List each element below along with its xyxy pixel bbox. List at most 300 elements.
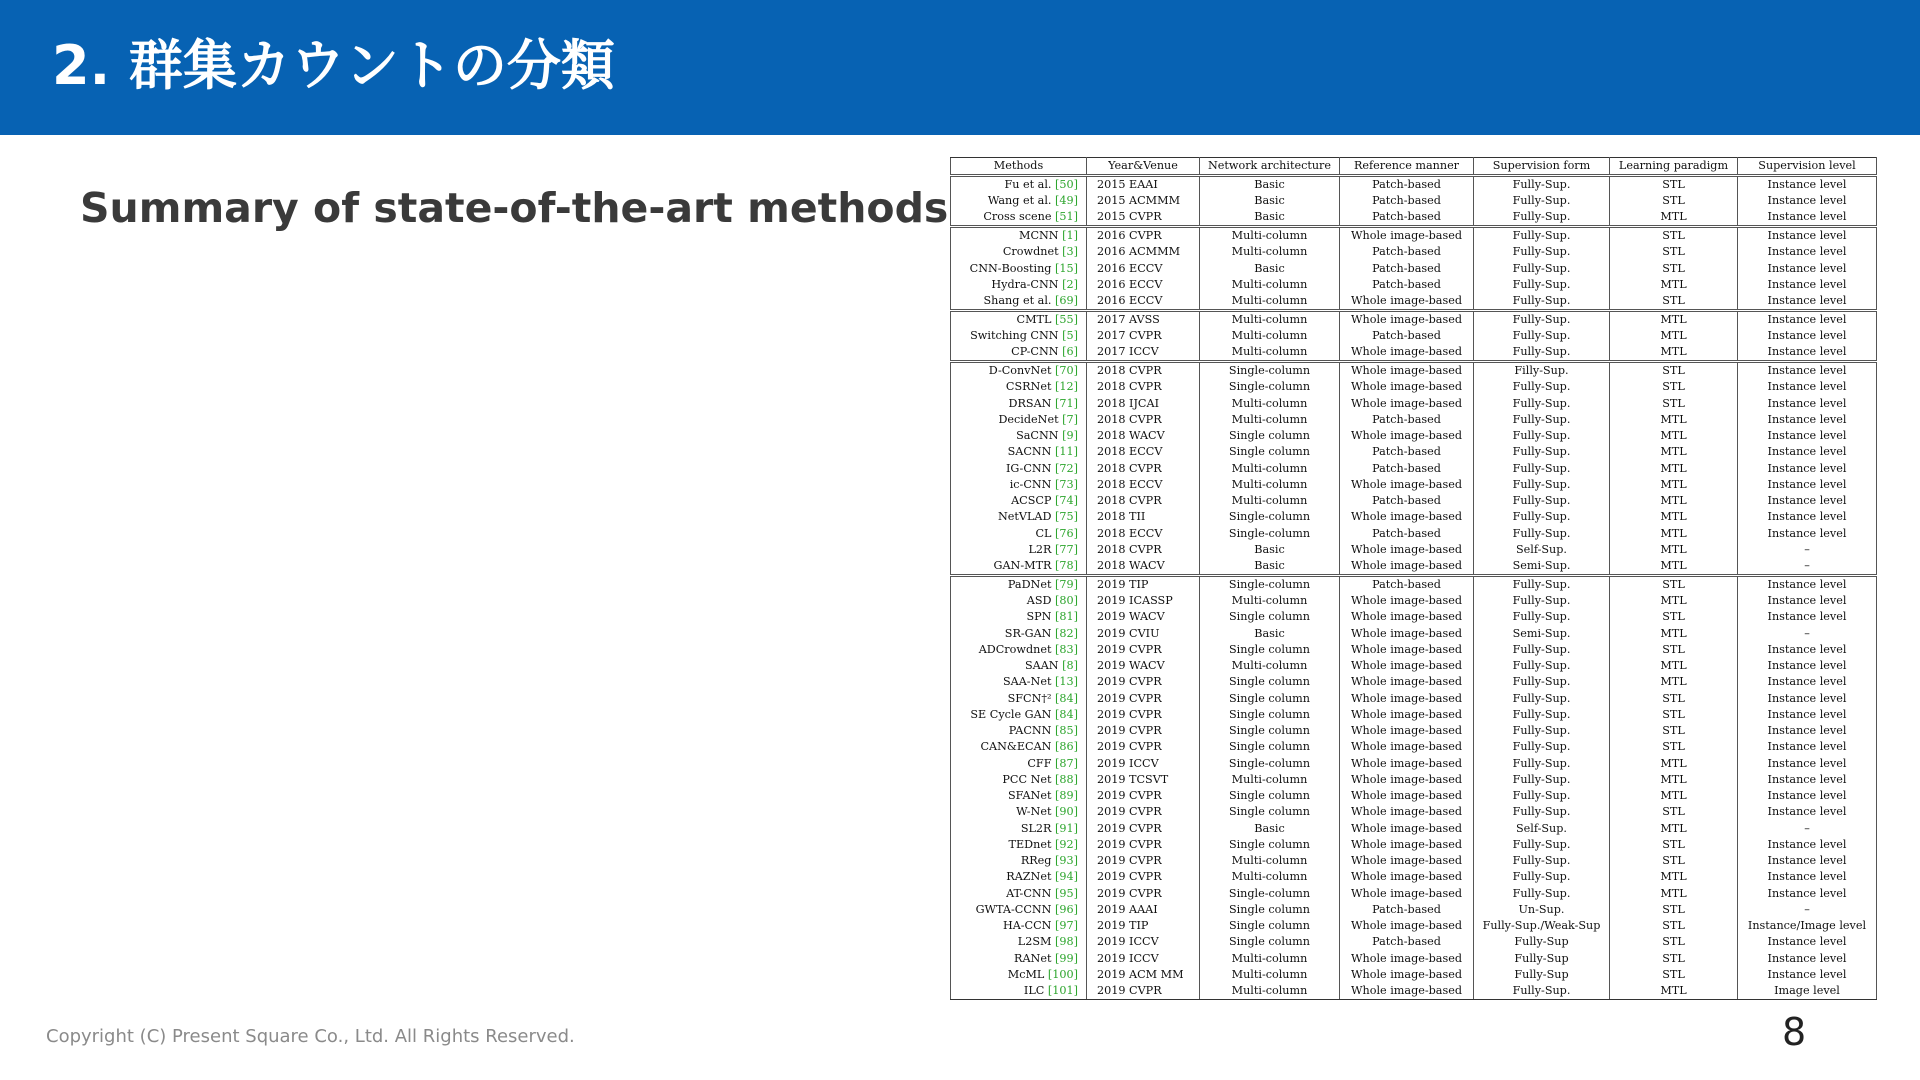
cell-learning-paradigm: MTL <box>1610 428 1738 444</box>
cell-method <box>951 658 1087 674</box>
reference-link[interactable]: [81] <box>1055 610 1078 624</box>
cell-reference-manner: Whole image-based <box>1340 609 1474 625</box>
cell-learning-paradigm: MTL <box>1610 558 1738 576</box>
reference-link[interactable]: [84] <box>1055 707 1078 721</box>
reference-link[interactable]: [7] <box>1062 412 1078 426</box>
cell-year-venue: 2019 CVPR <box>1087 869 1200 885</box>
cell-learning-paradigm: MTL <box>1610 658 1738 674</box>
reference-link[interactable]: [8] <box>1062 659 1078 673</box>
cell-supervision-form: Fully-Sup. <box>1474 311 1610 329</box>
header-reference-manner: Reference manner <box>1340 158 1474 176</box>
cell-supervision-form: Fully-Sup. <box>1474 293 1610 311</box>
cell-supervision-form: Fully-Sup. <box>1474 983 1610 1000</box>
cell-supervision-level: – <box>1738 902 1877 918</box>
cell-method <box>951 934 1087 950</box>
reference-link[interactable]: [78] <box>1055 559 1078 572</box>
table-row <box>951 642 1877 658</box>
cell-supervision-level: Instance level <box>1738 193 1877 209</box>
cell-network-architecture: Multi-column <box>1200 593 1340 609</box>
method-name: NetVLAD <box>998 510 1052 524</box>
cell-year-venue: 2019 ICCV <box>1087 951 1200 967</box>
reference-link[interactable]: [2] <box>1062 277 1078 291</box>
cell-year-venue: 2019 CVPR <box>1087 674 1200 690</box>
cell-year-venue: 2019 CVPR <box>1087 723 1200 739</box>
cell-network-architecture: Single column <box>1200 707 1340 723</box>
method-name: Shang et al. <box>983 294 1052 307</box>
cell-reference-manner: Patch-based <box>1340 444 1474 460</box>
cell-network-architecture: Single column <box>1200 837 1340 853</box>
cell-method <box>951 772 1087 788</box>
cell-supervision-level: Image level <box>1738 983 1877 1000</box>
method-name: W-Net <box>1016 805 1052 819</box>
cell-year-venue: 2015 EAAI <box>1087 176 1200 194</box>
reference-link[interactable]: [77] <box>1055 542 1078 556</box>
cell-learning-paradigm: STL <box>1610 707 1738 723</box>
cell-method <box>951 558 1087 576</box>
table-row <box>951 542 1877 558</box>
cell-network-architecture: Single column <box>1200 723 1340 739</box>
cell-supervision-level: Instance level <box>1738 707 1877 723</box>
cell-method <box>951 477 1087 493</box>
cell-year-venue: 2019 TIP <box>1087 918 1200 934</box>
cell-method <box>951 853 1087 869</box>
cell-learning-paradigm: STL <box>1610 739 1738 755</box>
cell-network-architecture: Multi-column <box>1200 293 1340 311</box>
cell-supervision-level: Instance level <box>1738 379 1877 395</box>
reference-link[interactable]: [13] <box>1055 675 1078 689</box>
header-learning-paradigm: Learning paradigm <box>1610 158 1738 176</box>
reference-link[interactable]: [72] <box>1055 461 1078 475</box>
cell-learning-paradigm: MTL <box>1610 477 1738 493</box>
table-row <box>951 176 1877 194</box>
cell-supervision-form: Fully-Sup. <box>1474 509 1610 525</box>
table-row <box>951 362 1877 380</box>
table-row <box>951 951 1877 967</box>
cell-reference-manner: Whole image-based <box>1340 869 1474 885</box>
cell-reference-manner: Whole image-based <box>1340 772 1474 788</box>
cell-network-architecture: Single-column <box>1200 886 1340 902</box>
reference-link[interactable]: [82] <box>1055 626 1078 640</box>
reference-link[interactable]: [12] <box>1055 380 1078 394</box>
cell-network-architecture: Single-column <box>1200 756 1340 772</box>
cell-year-venue: 2016 CVPR <box>1087 227 1200 245</box>
method-name: McML <box>1007 967 1045 981</box>
method-name: MCNN <box>1018 229 1059 243</box>
cell-year-venue: 2019 CVPR <box>1087 853 1200 869</box>
cell-supervision-level: Instance level <box>1738 244 1877 260</box>
table-row <box>951 311 1877 329</box>
cell-learning-paradigm: MTL <box>1610 311 1738 329</box>
reference-link[interactable]: [83] <box>1055 642 1078 656</box>
reference-link[interactable]: [11] <box>1055 445 1078 459</box>
cell-method <box>951 707 1087 723</box>
reference-link[interactable]: [93] <box>1055 854 1078 868</box>
cell-method <box>951 311 1087 329</box>
cell-supervision-level: Instance level <box>1738 756 1877 772</box>
method-name: TEDnet <box>1008 837 1052 851</box>
cell-network-architecture: Multi-column <box>1200 951 1340 967</box>
reference-link[interactable]: [55] <box>1055 313 1078 326</box>
method-name: AT-CNN <box>1006 886 1052 900</box>
cell-method <box>951 444 1087 460</box>
cell-year-venue: 2018 CVPR <box>1087 461 1200 477</box>
cell-network-architecture: Basic <box>1200 193 1340 209</box>
reference-link[interactable]: [1] <box>1062 229 1078 243</box>
table-row <box>951 837 1877 853</box>
cell-learning-paradigm: MTL <box>1610 886 1738 902</box>
cell-supervision-form: Fully-Sup. <box>1474 739 1610 755</box>
cell-method <box>951 209 1087 227</box>
method-name: HA-CCN <box>1002 919 1052 933</box>
cell-network-architecture: Single column <box>1200 918 1340 934</box>
reference-link[interactable]: [75] <box>1055 510 1078 524</box>
slide-subtitle: Summary of state-of-the-art methods <box>80 184 949 232</box>
table-row <box>951 461 1877 477</box>
table-row <box>951 772 1877 788</box>
cell-method <box>951 227 1087 245</box>
reference-link[interactable]: [95] <box>1055 886 1078 900</box>
cell-learning-paradigm: MTL <box>1610 461 1738 477</box>
cell-year-venue: 2016 ECCV <box>1087 293 1200 311</box>
reference-link[interactable]: [70] <box>1055 364 1078 378</box>
reference-link[interactable]: [3] <box>1062 245 1078 259</box>
method-name: SPN <box>1026 610 1052 624</box>
cell-reference-manner: Patch-based <box>1340 412 1474 428</box>
cell-year-venue: 2016 ACMMM <box>1087 244 1200 260</box>
cell-network-architecture: Multi-column <box>1200 412 1340 428</box>
method-name: Cross scene <box>983 210 1052 224</box>
cell-method <box>951 837 1087 853</box>
cell-method <box>951 886 1087 902</box>
cell-year-venue: 2019 CVIU <box>1087 626 1200 642</box>
reference-link[interactable]: [51] <box>1055 210 1078 224</box>
cell-supervision-form: Fully-Sup. <box>1474 176 1610 194</box>
method-name: RReg <box>1020 854 1052 868</box>
cell-year-venue: 2018 ECCV <box>1087 477 1200 493</box>
cell-method <box>951 461 1087 477</box>
cell-year-venue: 2019 CVPR <box>1087 691 1200 707</box>
cell-learning-paradigm: MTL <box>1610 526 1738 542</box>
cell-learning-paradigm: STL <box>1610 396 1738 412</box>
method-name: CFF <box>1027 756 1052 770</box>
reference-link[interactable]: [50] <box>1055 178 1078 191</box>
cell-network-architecture: Single column <box>1200 642 1340 658</box>
cell-network-architecture: Single-column <box>1200 379 1340 395</box>
cell-method <box>951 869 1087 885</box>
cell-method <box>951 642 1087 658</box>
reference-link[interactable]: [98] <box>1055 935 1078 949</box>
page-number: 8 <box>1782 1010 1807 1054</box>
cell-supervision-form: Fully-Sup. <box>1474 209 1610 227</box>
cell-reference-manner: Whole image-based <box>1340 788 1474 804</box>
cell-supervision-level: Instance/Image level <box>1738 918 1877 934</box>
reference-link[interactable]: [9] <box>1062 429 1078 443</box>
cell-reference-manner: Whole image-based <box>1340 739 1474 755</box>
reference-link[interactable]: [88] <box>1055 772 1078 786</box>
cell-supervision-level: Instance level <box>1738 642 1877 658</box>
cell-reference-manner: Whole image-based <box>1340 983 1474 1000</box>
cell-supervision-level: Instance level <box>1738 396 1877 412</box>
cell-supervision-form: Fully-Sup <box>1474 951 1610 967</box>
cell-supervision-form: Fully-Sup. <box>1474 642 1610 658</box>
cell-year-venue: 2017 ICCV <box>1087 344 1200 362</box>
cell-supervision-form: Fully-Sup. <box>1474 428 1610 444</box>
method-name: L2SM <box>1017 935 1052 949</box>
cell-reference-manner: Whole image-based <box>1340 558 1474 576</box>
reference-link[interactable]: [96] <box>1055 902 1078 916</box>
method-name: D-ConvNet <box>988 364 1052 378</box>
method-name: SACNN <box>1007 445 1052 459</box>
cell-method <box>951 328 1087 344</box>
reference-link[interactable]: [94] <box>1055 870 1078 884</box>
cell-supervision-form: Fully-Sup. <box>1474 576 1610 594</box>
cell-year-venue: 2019 CVPR <box>1087 788 1200 804</box>
cell-reference-manner: Patch-based <box>1340 209 1474 227</box>
cell-network-architecture: Multi-column <box>1200 967 1340 983</box>
table-row <box>951 626 1877 642</box>
cell-learning-paradigm: MTL <box>1610 869 1738 885</box>
cell-method <box>951 723 1087 739</box>
table-row <box>951 444 1877 460</box>
cell-supervision-form: Fully-Sup. <box>1474 412 1610 428</box>
reference-link[interactable]: [91] <box>1055 821 1078 835</box>
cell-network-architecture: Basic <box>1200 209 1340 227</box>
cell-network-architecture: Multi-column <box>1200 658 1340 674</box>
cell-learning-paradigm: MTL <box>1610 277 1738 293</box>
cell-supervision-level: Instance level <box>1738 509 1877 525</box>
cell-learning-paradigm: STL <box>1610 642 1738 658</box>
method-name: SR-GAN <box>1004 626 1052 640</box>
cell-supervision-form: Un-Sup. <box>1474 902 1610 918</box>
cell-year-venue: 2018 CVPR <box>1087 542 1200 558</box>
method-name: Switching CNN <box>970 329 1059 343</box>
cell-supervision-form: Fully-Sup. <box>1474 493 1610 509</box>
cell-year-venue: 2018 WACV <box>1087 558 1200 576</box>
cell-network-architecture: Single column <box>1200 902 1340 918</box>
cell-supervision-level: Instance level <box>1738 967 1877 983</box>
header-methods: Methods <box>951 158 1087 176</box>
reference-link[interactable]: [86] <box>1055 740 1078 754</box>
cell-network-architecture: Basic <box>1200 176 1340 194</box>
cell-reference-manner: Whole image-based <box>1340 542 1474 558</box>
cell-reference-manner: Whole image-based <box>1340 886 1474 902</box>
cell-supervision-level: Instance level <box>1738 362 1877 380</box>
cell-supervision-form: Fully-Sup <box>1474 934 1610 950</box>
cell-learning-paradigm: MTL <box>1610 209 1738 227</box>
cell-reference-manner: Whole image-based <box>1340 691 1474 707</box>
cell-year-venue: 2019 CVPR <box>1087 837 1200 853</box>
cell-network-architecture: Multi-column <box>1200 396 1340 412</box>
cell-year-venue: 2019 WACV <box>1087 609 1200 625</box>
reference-link[interactable]: [6] <box>1062 345 1078 359</box>
cell-network-architecture: Single column <box>1200 444 1340 460</box>
method-name: ADCrowdnet <box>978 642 1052 656</box>
cell-supervision-level: – <box>1738 626 1877 642</box>
reference-link[interactable]: [79] <box>1055 578 1078 591</box>
reference-link[interactable]: [5] <box>1062 329 1078 343</box>
table-row <box>951 328 1877 344</box>
cell-supervision-level: Instance level <box>1738 886 1877 902</box>
method-name: SaCNN <box>1016 429 1059 443</box>
method-name: SFCN†² <box>1007 691 1052 705</box>
cell-learning-paradigm: STL <box>1610 176 1738 194</box>
cell-network-architecture: Multi-column <box>1200 461 1340 477</box>
cell-method <box>951 918 1087 934</box>
cell-reference-manner: Patch-based <box>1340 277 1474 293</box>
cell-method <box>951 493 1087 509</box>
table-row <box>951 983 1877 1000</box>
cell-supervision-form: Fully-Sup. <box>1474 193 1610 209</box>
cell-method <box>951 428 1087 444</box>
cell-learning-paradigm: STL <box>1610 853 1738 869</box>
cell-supervision-form: Fully-Sup. <box>1474 261 1610 277</box>
cell-year-venue: 2019 CVPR <box>1087 804 1200 820</box>
cell-supervision-form: Fully-Sup. <box>1474 869 1610 885</box>
cell-method <box>951 626 1087 642</box>
cell-supervision-form: Fully-Sup. <box>1474 227 1610 245</box>
cell-year-venue: 2019 CVPR <box>1087 983 1200 1000</box>
reference-link[interactable]: [85] <box>1055 724 1078 738</box>
cell-learning-paradigm: MTL <box>1610 542 1738 558</box>
cell-method <box>951 983 1087 1000</box>
reference-link[interactable]: [97] <box>1055 919 1078 933</box>
cell-year-venue: 2017 CVPR <box>1087 328 1200 344</box>
cell-method <box>951 674 1087 690</box>
cell-network-architecture: Basic <box>1200 626 1340 642</box>
table-row <box>951 412 1877 428</box>
cell-method <box>951 821 1087 837</box>
cell-supervision-level: Instance level <box>1738 674 1877 690</box>
cell-supervision-form: Fully-Sup. <box>1474 772 1610 788</box>
cell-year-venue: 2019 ACM MM <box>1087 967 1200 983</box>
cell-supervision-level: Instance level <box>1738 227 1877 245</box>
cell-year-venue: 2018 CVPR <box>1087 493 1200 509</box>
reference-link[interactable]: [84] <box>1055 691 1078 705</box>
cell-year-venue: 2018 TII <box>1087 509 1200 525</box>
cell-year-venue: 2019 CVPR <box>1087 707 1200 723</box>
cell-supervision-form: Fully-Sup. <box>1474 328 1610 344</box>
cell-network-architecture: Basic <box>1200 542 1340 558</box>
table-row <box>951 277 1877 293</box>
cell-network-architecture: Multi-column <box>1200 983 1340 1000</box>
cell-network-architecture: Single column <box>1200 788 1340 804</box>
cell-supervision-level: Instance level <box>1738 344 1877 362</box>
table-row <box>951 509 1877 525</box>
cell-year-venue: 2018 CVPR <box>1087 412 1200 428</box>
cell-method <box>951 576 1087 594</box>
reference-link[interactable]: [76] <box>1055 526 1078 540</box>
cell-learning-paradigm: MTL <box>1610 344 1738 362</box>
cell-learning-paradigm: STL <box>1610 918 1738 934</box>
cell-year-venue: 2019 TIP <box>1087 576 1200 594</box>
cell-supervision-level: Instance level <box>1738 593 1877 609</box>
method-name: SE Cycle GAN <box>970 707 1052 721</box>
table-row <box>951 396 1877 412</box>
cell-network-architecture: Multi-column <box>1200 344 1340 362</box>
cell-method <box>951 739 1087 755</box>
cell-learning-paradigm: STL <box>1610 362 1738 380</box>
reference-link[interactable]: [90] <box>1055 805 1078 819</box>
cell-year-venue: 2019 TCSVT <box>1087 772 1200 788</box>
method-name: PACNN <box>1008 724 1052 738</box>
cell-network-architecture: Single-column <box>1200 576 1340 594</box>
cell-reference-manner: Whole image-based <box>1340 227 1474 245</box>
method-name: L2R <box>1028 542 1052 556</box>
method-name: GAN-MTR <box>993 559 1052 572</box>
cell-reference-manner: Whole image-based <box>1340 804 1474 820</box>
table-row <box>951 739 1877 755</box>
cell-learning-paradigm: STL <box>1610 244 1738 260</box>
cell-method <box>951 261 1087 277</box>
cell-supervision-level: Instance level <box>1738 461 1877 477</box>
header-supervision-form: Supervision form <box>1474 158 1610 176</box>
reference-link[interactable]: [89] <box>1055 789 1078 803</box>
method-name: SL2R <box>1020 821 1052 835</box>
table-row <box>951 674 1877 690</box>
reference-link[interactable]: [69] <box>1055 294 1078 307</box>
reference-link[interactable]: [101] <box>1047 984 1078 997</box>
reference-link[interactable]: [92] <box>1055 837 1078 851</box>
cell-reference-manner: Whole image-based <box>1340 853 1474 869</box>
cell-network-architecture: Basic <box>1200 261 1340 277</box>
table-body <box>951 176 1877 1000</box>
method-name: CAN&ECAN <box>980 740 1052 754</box>
cell-supervision-form: Fully-Sup. <box>1474 674 1610 690</box>
cell-method <box>951 609 1087 625</box>
cell-method <box>951 244 1087 260</box>
cell-supervision-level: Instance level <box>1738 428 1877 444</box>
table-row <box>951 723 1877 739</box>
reference-link[interactable]: [71] <box>1055 396 1078 410</box>
cell-reference-manner: Whole image-based <box>1340 723 1474 739</box>
cell-reference-manner: Patch-based <box>1340 902 1474 918</box>
reference-link[interactable]: [100] <box>1047 967 1078 981</box>
cell-supervision-form: Fully-Sup. <box>1474 379 1610 395</box>
cell-network-architecture: Basic <box>1200 558 1340 576</box>
method-name: Hydra-CNN <box>991 277 1059 291</box>
reference-link[interactable]: [99] <box>1055 951 1078 965</box>
cell-supervision-form: Fully-Sup. <box>1474 691 1610 707</box>
method-name: CL <box>1035 526 1052 540</box>
reference-link[interactable]: [87] <box>1055 756 1078 770</box>
cell-reference-manner: Whole image-based <box>1340 642 1474 658</box>
cell-network-architecture: Multi-column <box>1200 853 1340 869</box>
reference-link[interactable]: [74] <box>1055 494 1078 508</box>
cell-learning-paradigm: MTL <box>1610 444 1738 460</box>
cell-network-architecture: Single column <box>1200 934 1340 950</box>
cell-year-venue: 2015 ACMMM <box>1087 193 1200 209</box>
method-name: Crowdnet <box>1002 245 1059 259</box>
reference-link[interactable]: [80] <box>1055 594 1078 608</box>
cell-learning-paradigm: MTL <box>1610 328 1738 344</box>
table-row <box>951 593 1877 609</box>
cell-network-architecture: Single column <box>1200 609 1340 625</box>
cell-supervision-form: Fully-Sup. <box>1474 477 1610 493</box>
table-row <box>951 428 1877 444</box>
cell-reference-manner: Patch-based <box>1340 576 1474 594</box>
cell-year-venue: 2016 ECCV <box>1087 277 1200 293</box>
cell-reference-manner: Whole image-based <box>1340 293 1474 311</box>
cell-supervision-form: Self-Sup. <box>1474 542 1610 558</box>
cell-network-architecture: Multi-column <box>1200 311 1340 329</box>
reference-link[interactable]: [15] <box>1055 261 1078 275</box>
table-row <box>951 821 1877 837</box>
cell-network-architecture: Multi-column <box>1200 277 1340 293</box>
reference-link[interactable]: [73] <box>1055 477 1078 491</box>
reference-link[interactable]: [49] <box>1055 194 1078 208</box>
cell-method <box>951 902 1087 918</box>
method-name: CNN-Boosting <box>969 261 1052 275</box>
